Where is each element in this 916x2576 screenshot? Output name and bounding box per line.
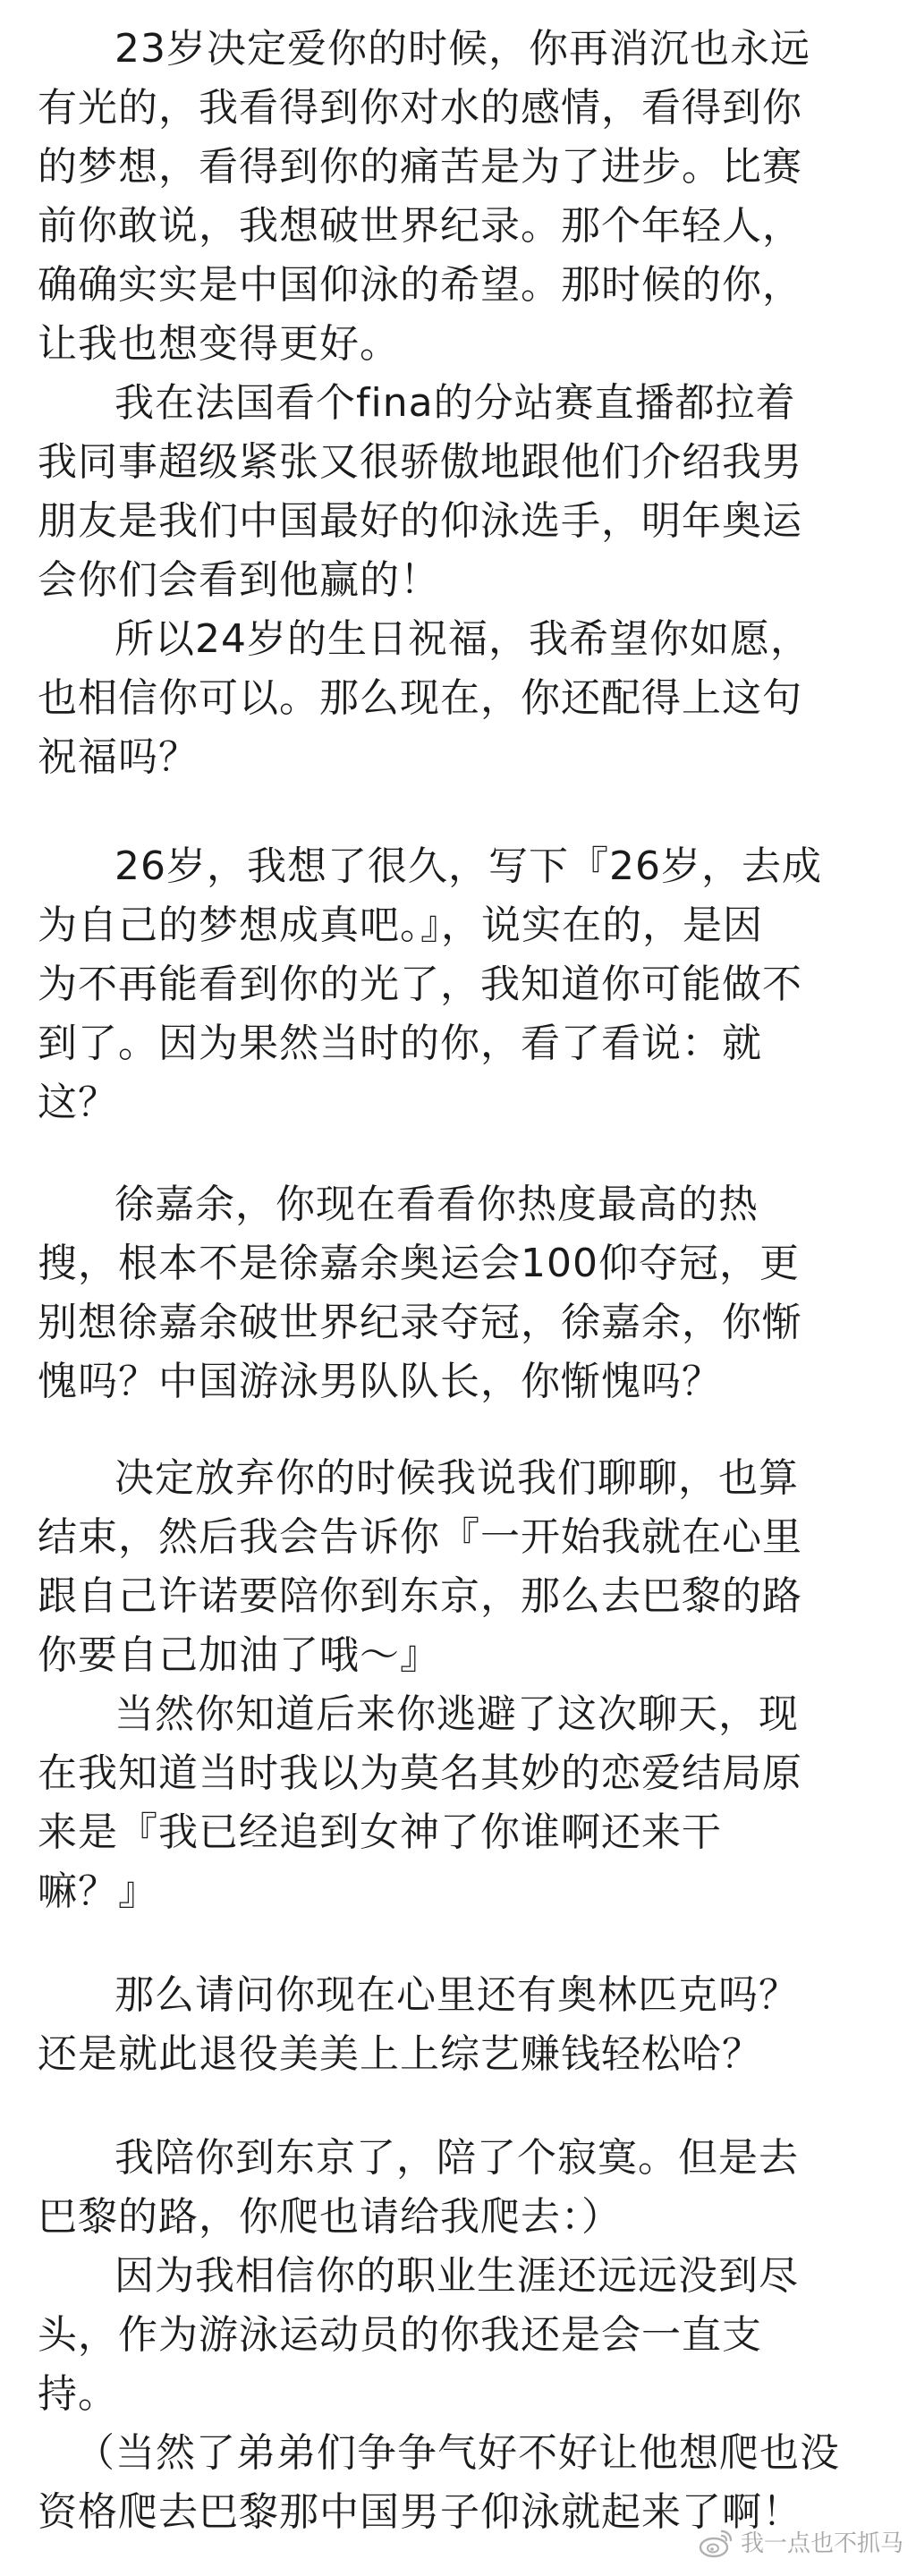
text-line: 跟自己许诺要陪你到东京，那么去巴黎的路 [38,1573,802,1619]
text-line: 愧吗？中国游泳男队队长，你惭愧吗？ [38,1359,722,1404]
text-line: 前你敢说，我想破世界纪录。那个年轻人， [38,203,802,249]
text-line: 还是就此退役美美上上综艺赚钱轻松哈？ [38,2031,762,2077]
weibo-watermark [698,2521,903,2567]
text-line: 持。 [38,2371,118,2417]
text-line: 23岁决定爱你的时候，你再消沉也永远 [114,26,810,72]
text-line: 我在法国看个fina的分站赛直播都拉着 [114,380,796,426]
text-line: （当然了弟弟们争争气好不好让他想爬也没 [75,2430,840,2476]
text-line: 有光的，我看得到你对水的感情，看得到你 [38,85,802,131]
text-line: 为不再能看到你的光了，我知道你可能做不 [38,962,802,1007]
watermark-username: 我一点也不抓马 [740,2530,903,2557]
text-line: 这？ [38,1080,118,1125]
text-line: 祝福吗？ [38,734,199,780]
text-line: 决定放弃你的时候我说我们聊聊，也算 [114,1455,799,1501]
text-line: 会你们会看到他赢的！ [38,557,440,603]
text-line: 我同事超级紧张又很骄傲地跟他们介绍我男 [38,439,802,485]
text-line: 也相信你可以。那么现在，你还配得上这句 [38,675,802,721]
text-line: 当然你知道后来你逃避了这次聊天，现 [114,1691,799,1737]
text-line: 头，作为游泳运动员的你我还是会一直支 [38,2312,762,2358]
text-line: 嘛？』 [38,1868,158,1914]
text-line: 巴黎的路，你爬也请给我爬去：） [38,2194,622,2240]
text-line: 26岁，我想了很久，写下『26岁，去成 [114,843,822,889]
text-line: 所以24岁的生日祝福，我希望你如愿， [114,616,810,662]
text-line: 结束，然后我会告诉你『一开始我就在心里 [38,1514,802,1560]
text-line: 确确实实是中国仰泳的希望。那时候的你， [38,262,802,308]
text-line: 资格爬去巴黎那中国男子仰泳就起来了啊！ [38,2489,802,2535]
weibo-logo-icon [698,2525,735,2563]
text-line: 那么请问你现在心里还有奥林匹克吗？ [114,1972,799,2018]
text-line: 到了。因为果然当时的你，看了看说：就 [38,1021,762,1066]
text-line: 在我知道当时我以为莫名其妙的恋爱结局原 [38,1750,802,1796]
text-line: 因为我相信你的职业生涯还远远没到尽 [114,2253,799,2299]
text-line: 你要自己加油了哦～』 [38,1632,440,1678]
text-line: 我陪你到东京了，陪了个寂寞。但是去 [114,2135,799,2181]
text-line: 朋友是我们中国最好的仰泳选手，明年奥运 [38,498,802,544]
text-line: 来是『我已经追到女神了你谁啊还来干 [38,1809,722,1855]
text-line: 别想徐嘉余破世界纪录夺冠，徐嘉余，你惭 [38,1300,802,1345]
text-line: 搜，根本不是徐嘉余奥运会100仰夺冠，更 [38,1241,800,1286]
text-line: 让我也想变得更好。 [38,321,400,367]
text-line: 的梦想，看得到你的痛苦是为了进步。比赛 [38,144,802,190]
text-line: 徐嘉余，你现在看看你热度最高的热 [114,1182,759,1227]
text-line: 为自己的梦想成真吧。』，说实在的，是因 [38,902,763,948]
